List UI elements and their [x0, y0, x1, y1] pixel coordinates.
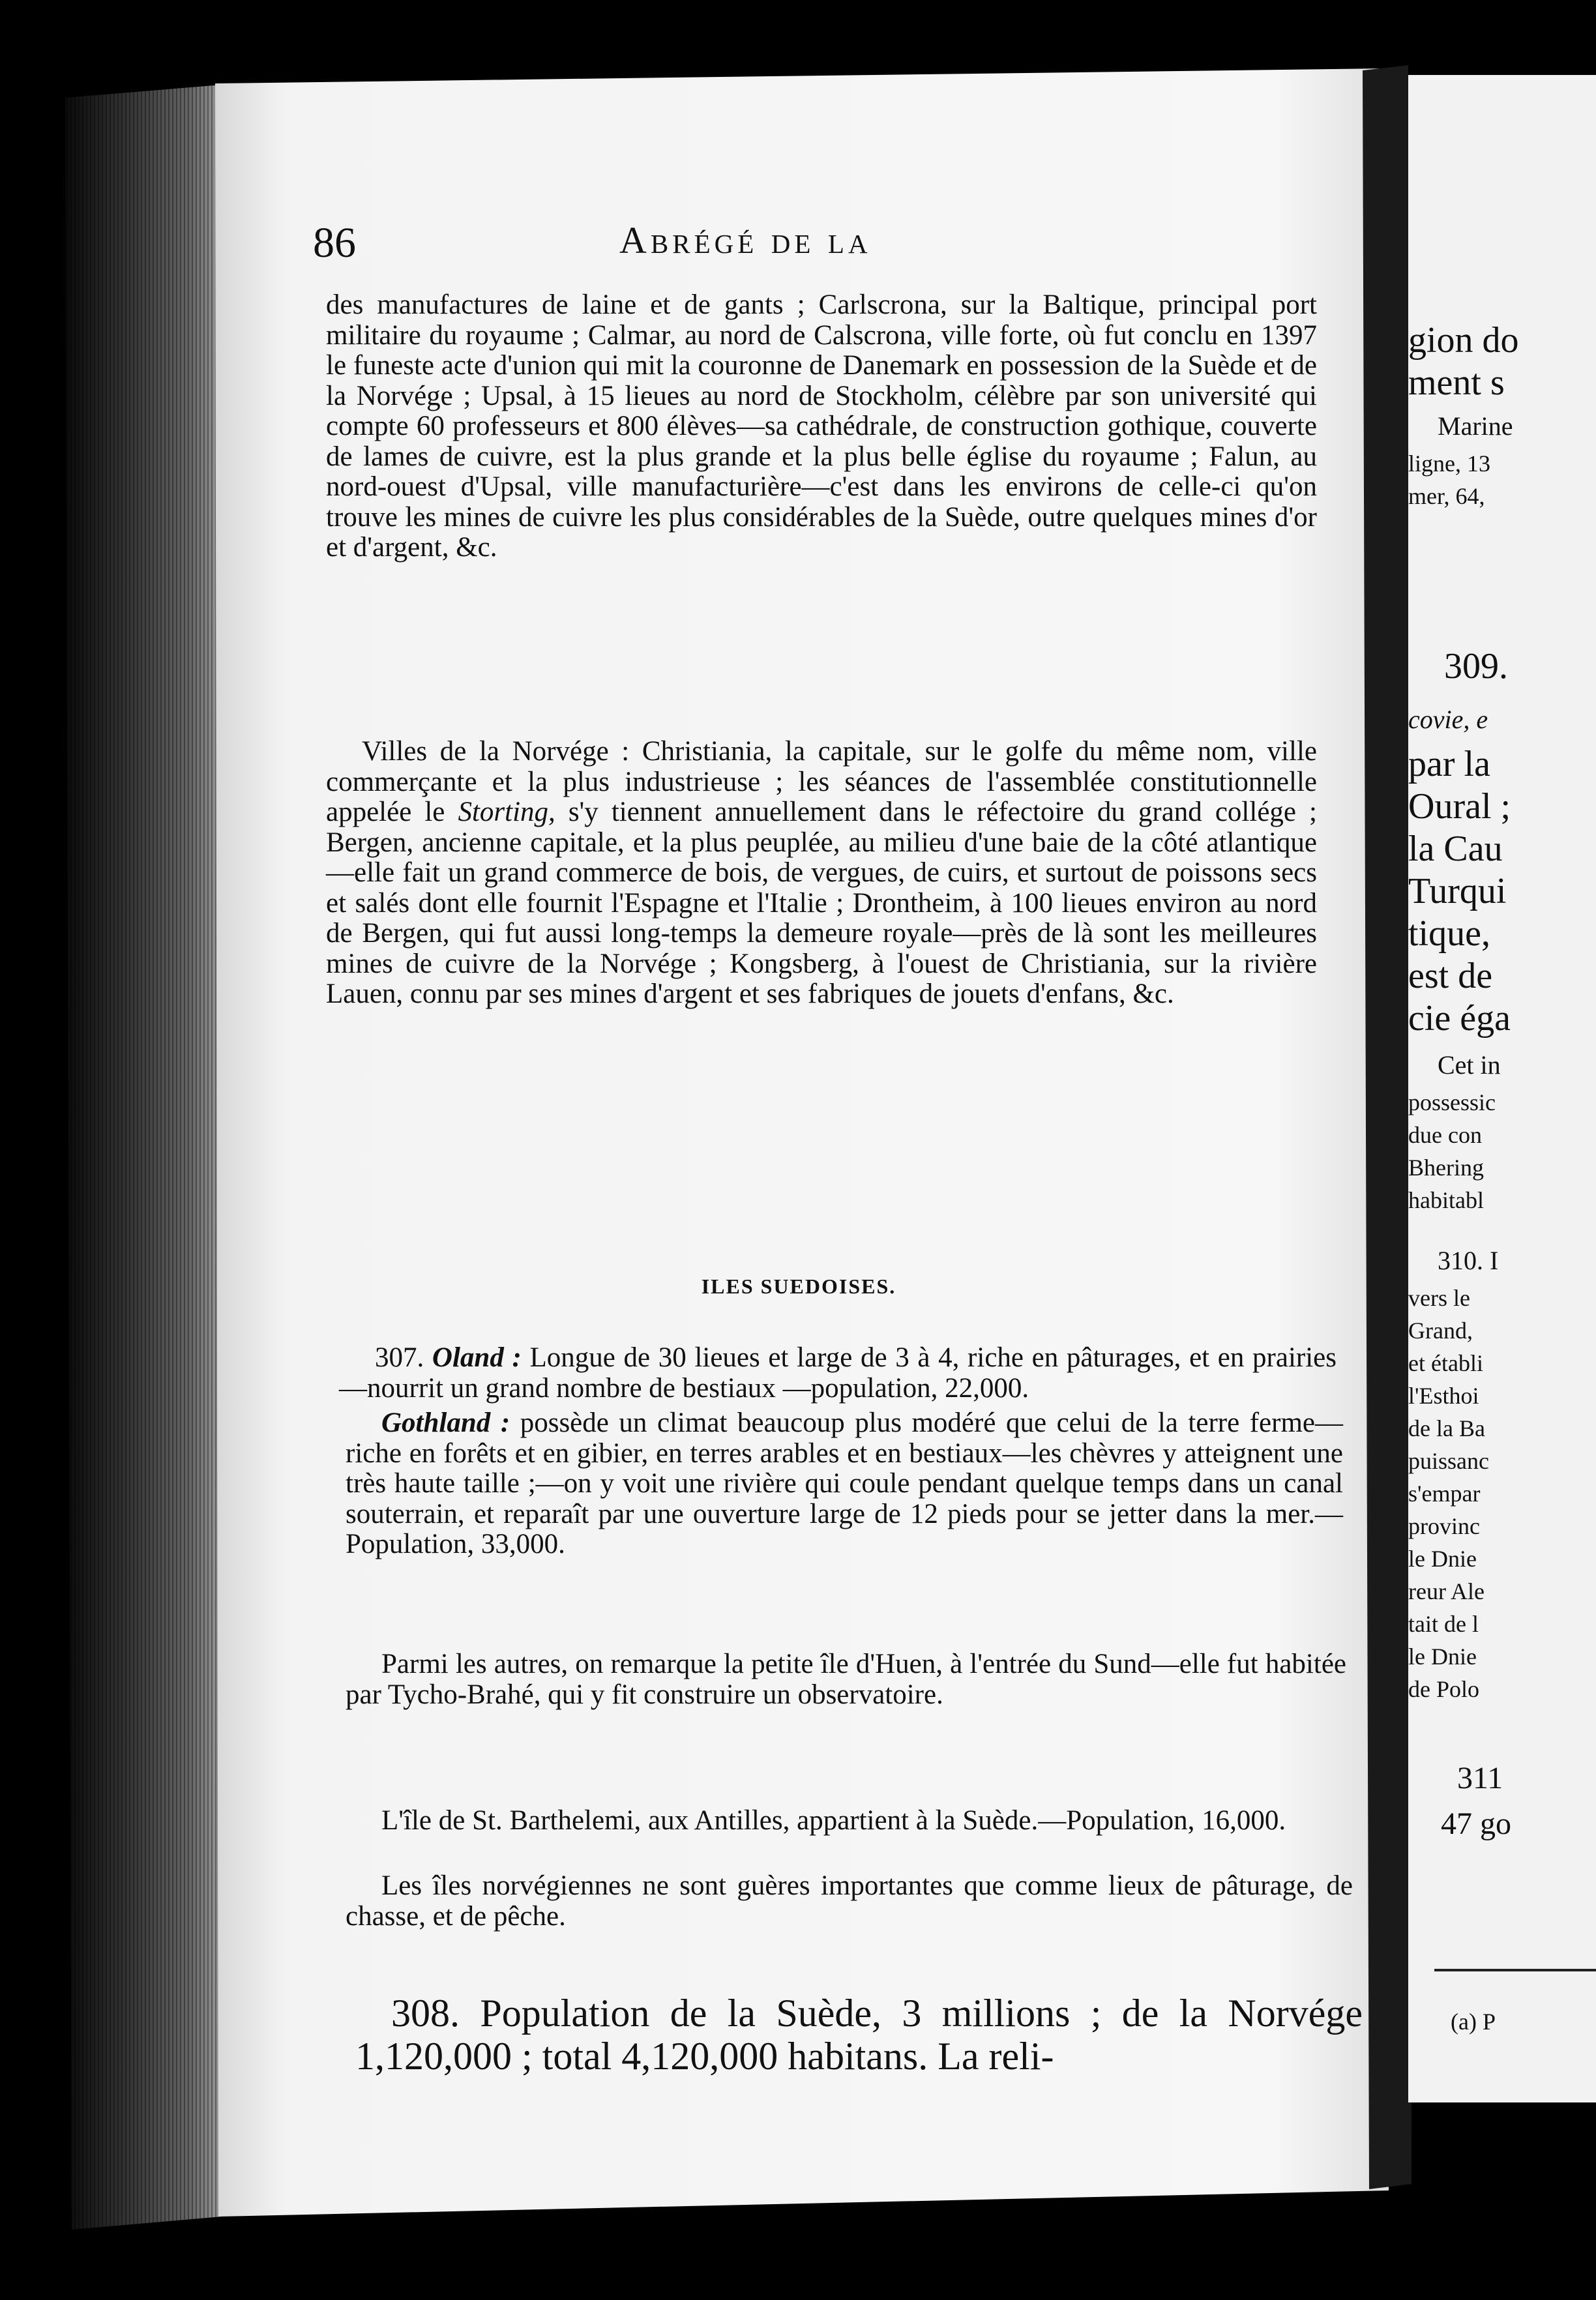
adjacent-page-line: s'empar: [1408, 1481, 1481, 1507]
paragraph-text: possède un climat beaucoup plus modéré que celui de la terre ferme—riche en forêts et en gibier, en terres arables et en bestiaux—les chèvres y atteignent une très haute taille ;—on y voit une rivière qui coule pendant quelque temps dans un canal souterrain, et reparaît par une ouverture large de 12 pieds pour se jetter dans la mer.—Population, 33,000.: [346, 1408, 1343, 1559]
paragraph-sweden-cities: des manufactures de laine et de gants ; Carlscrona, sur la Baltique, principal port militaire du royaume ; Calmar, au nord de Calscrona, ville forte, où fut conclu en 1397 le funeste acte d'union qui mit la couronne de Danemark en possession de la Suède et de la Norvége ; Upsal, à 15 lieues au nord de Stockholm, célèbre par son université qui compte 60 professeurs et 800 élèves—sa cathédrale, de construction gothique, couverte de lames de cuivre, est la plus grande et la plus belle église du royaume ; Falun, au nord-ouest d'Upsal, ville manufacturière—c'est dans les environs de celle-ci qu'on trouve les mines de cuivre les plus considérables de la Suède, outre quelques mines d'or et d'argent, &c.: [326, 289, 1317, 563]
page-stack-lines: [65, 85, 222, 2230]
adjacent-page-line: mer, 64,: [1408, 483, 1485, 509]
paragraph-st-barthelemi: L'île de St. Barthelemi, aux Antilles, appartient à la Suède.—Population, 16,000.: [381, 1805, 1286, 1836]
adjacent-page-line: et établi: [1408, 1350, 1483, 1376]
adjacent-page-line: Grand,: [1408, 1318, 1473, 1344]
paragraph-gothland: [346, 1408, 1343, 1560]
adjacent-page-line: possessic: [1408, 1089, 1496, 1115]
adjacent-page-line: le Dnie: [1408, 1546, 1477, 1572]
page-header: [215, 78, 1382, 274]
paragraph-huen: Parmi les autres, on remarque la petite île d'Huen, à l'entrée du Sund—elle fut habitée par Tycho-Brahé, qui y fit construire un observatoire.: [346, 1649, 1346, 1710]
adjacent-page-line: ligne, 13: [1408, 450, 1490, 477]
storting-term: Storting,: [458, 797, 555, 827]
adjacent-page-line: gion do: [1408, 320, 1519, 361]
adjacent-page-line: Cet in: [1438, 1050, 1501, 1080]
paragraph-norwegian-islands: Les îles norvégiennes ne sont guères importantes que comme lieux de pâturage, de chasse, et de pêche.: [346, 1870, 1353, 1932]
adjacent-page-line: Oural ;: [1408, 786, 1511, 827]
adjacent-page-line: par la: [1408, 744, 1490, 784]
adjacent-page-footnote: (a) P: [1451, 2009, 1496, 2035]
adjacent-page-line: 310. I: [1438, 1246, 1499, 1275]
adjacent-page-line: provinc: [1408, 1513, 1480, 1539]
adjacent-page-line: vers le: [1408, 1285, 1470, 1311]
adjacent-page-line: la Cau: [1408, 829, 1503, 869]
adjacent-page-line: habitabl: [1408, 1187, 1484, 1213]
adjacent-page-line: 311: [1457, 1761, 1503, 1795]
section-heading: ILES SUEDOISES.: [701, 1275, 896, 1298]
book-page: [215, 78, 1382, 2197]
adjacent-page-line: reur Ale: [1408, 1578, 1485, 1604]
paragraph-text: s'y tiennent annuellement dans le réfectoire du grand collége ; Bergen, ancienne capitale, et la plus peuplée, au milieu d'une baie de la côté atlantique—elle fait un grand commerce de bois, de vergues, de cuirs, et surtout de poissons secs et salés dont elle fournit l'Espagne et l'Italie ; Drontheim, à 100 lieues environ au nord de Bergen, qui fut aussi long-temps la demeure royale—près de là sont les meilleures mines de cuivre de la Norvége ; Kongsberg, à l'ouest de Christiania, sur la rivière Lauen, connu par ses mines d'argent et ses fabriques de jouets d'enfans, &c.: [326, 797, 1317, 1009]
adjacent-page-line: 309.: [1444, 646, 1508, 686]
adjacent-page-line: covie, e: [1408, 705, 1488, 734]
paragraph-norway-cities: [326, 737, 1317, 1010]
adjacent-page-line: de Polo: [1408, 1676, 1480, 1702]
adjacent-page-line: Turqui: [1408, 871, 1507, 911]
adjacent-page-line: puissanc: [1408, 1448, 1489, 1474]
paragraph-text: Villes de la Norvége : Christiania, la capitale, sur le golfe du même nom, ville commerçante et la plus industrieuse ; les séances de l'assemblée constitutionnelle appelée le: [326, 736, 1317, 827]
adjacent-page-line: Marine: [1438, 411, 1513, 441]
adjacent-page-line: ment s: [1408, 362, 1505, 403]
adjacent-page-line: l'Esthoi: [1408, 1383, 1479, 1409]
paragraph-text: Longue de 30 lieues et large de 3 à 4, riche en pâturages, et en prairies—nourrit un grand nombre de bestiaux —population, 22,000.: [339, 1342, 1337, 1404]
adjacent-page-line: Bhering: [1408, 1155, 1484, 1181]
running-head: Abrégé de la: [619, 219, 872, 261]
footnote-rule: [1434, 1969, 1596, 1971]
adjacent-page-line: est de: [1408, 956, 1493, 996]
adjacent-page-line: 47 go: [1441, 1806, 1511, 1841]
island-name: Oland :: [432, 1342, 522, 1373]
adjacent-page-line: le Dnie: [1408, 1644, 1477, 1670]
adjacent-page-line: cie éga: [1408, 998, 1511, 1039]
paragraph-oland: [339, 1343, 1337, 1404]
section-number: 307.: [375, 1342, 424, 1373]
adjacent-page-line: de la Ba: [1408, 1415, 1485, 1441]
adjacent-page-line: tique,: [1408, 913, 1490, 954]
adjacent-page-line: tait de l: [1408, 1611, 1479, 1637]
adjacent-page-fragment: [1408, 78, 1596, 2099]
adjacent-page-line: due con: [1408, 1122, 1482, 1148]
island-name: Gothland :: [381, 1408, 510, 1438]
page-number: 86: [313, 219, 356, 267]
paragraph-population: 308. Population de la Suède, 3 millions ; de la Norvége 1,120,000 ; total 4,120,000 habitans. La reli-: [355, 1992, 1363, 2078]
